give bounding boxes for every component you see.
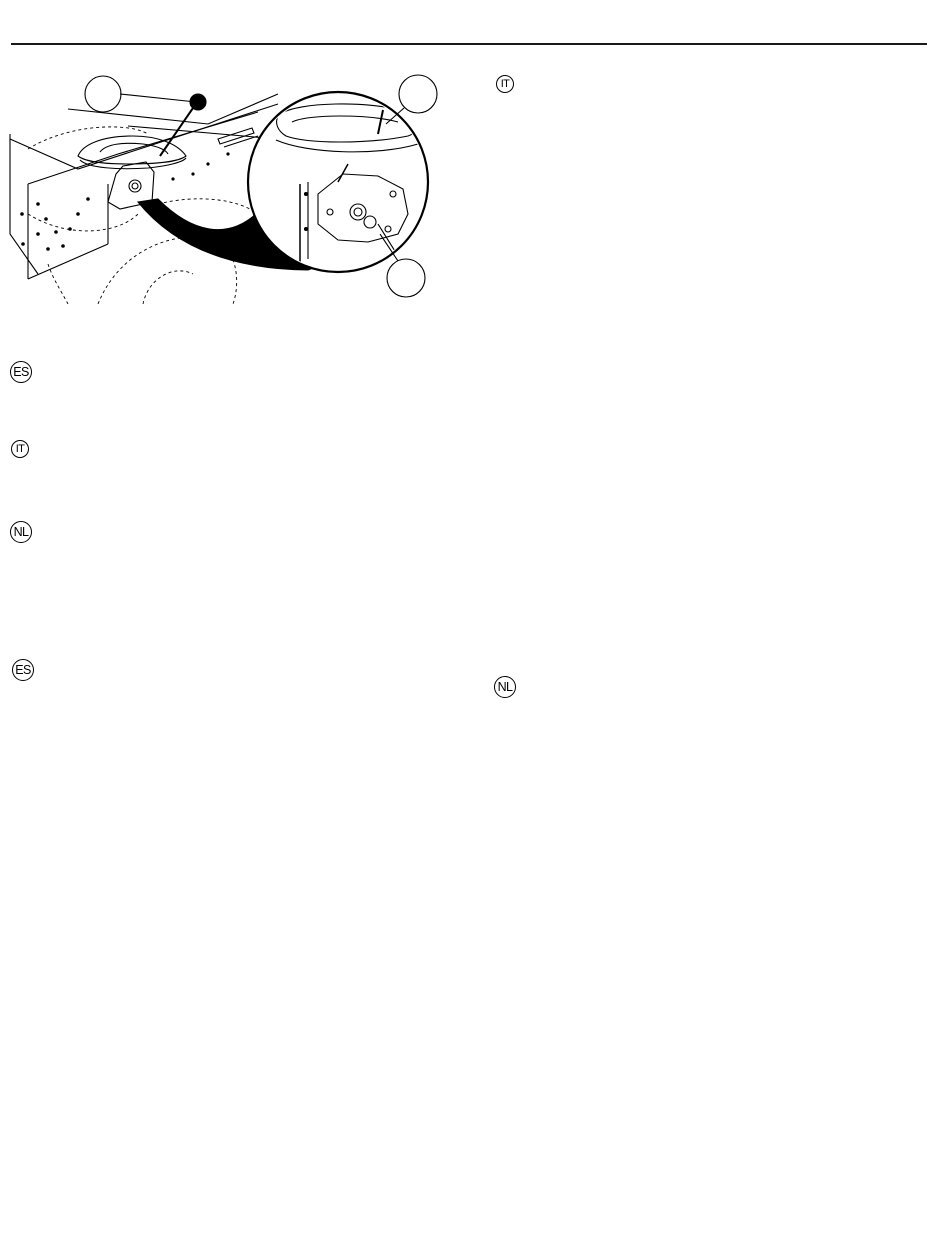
language-badge-es: ES xyxy=(12,659,34,681)
language-badge-it: IT xyxy=(11,440,29,458)
language-badge-nl: NL xyxy=(10,521,32,543)
language-badge-nl: NL xyxy=(494,676,516,698)
seat-adjustment-illustration xyxy=(8,64,442,304)
language-badge-es: ES xyxy=(10,361,32,383)
header-rule xyxy=(11,43,927,45)
language-badge-it: IT xyxy=(496,75,514,93)
